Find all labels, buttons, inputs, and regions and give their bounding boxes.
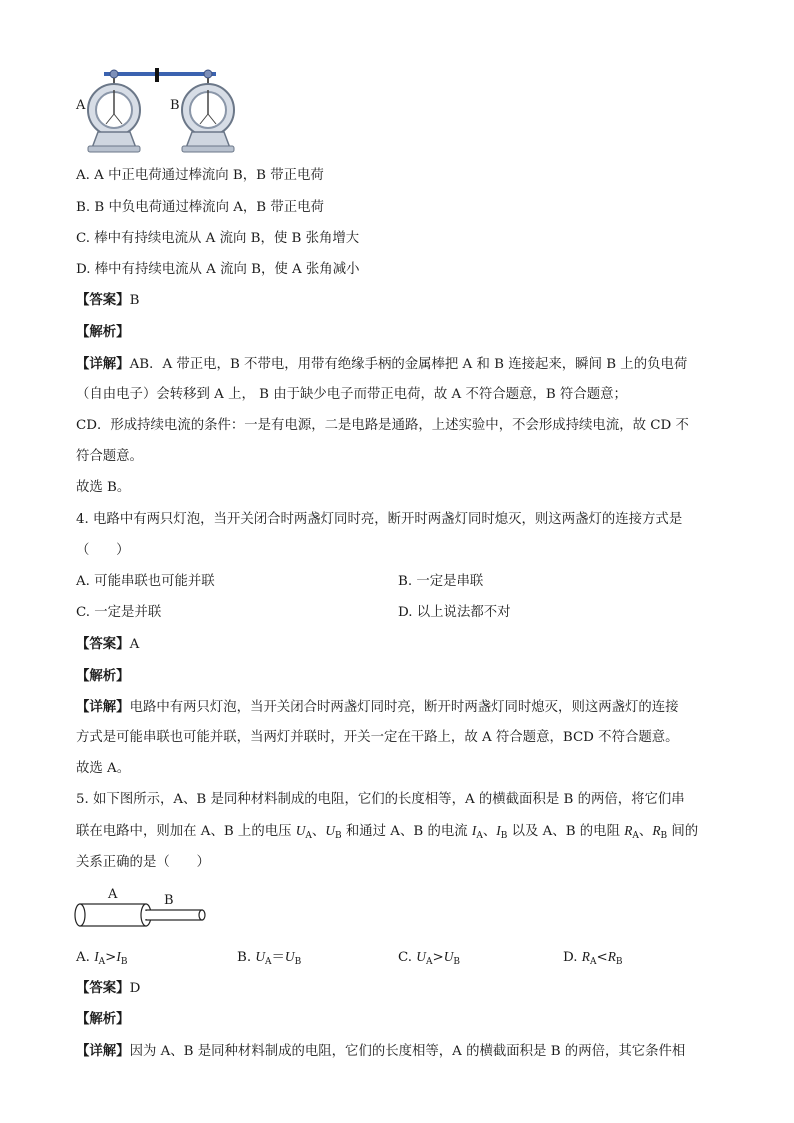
q3-option-a: A. A 中正电荷通过棒流向 B，B 带正电荷	[76, 168, 324, 183]
option-prefix: D.	[563, 950, 582, 965]
var-i: I	[471, 823, 477, 838]
detail-tag: 【详解】	[76, 699, 130, 715]
electroscope-drawing	[70, 62, 250, 162]
option-prefix: A.	[76, 950, 95, 965]
sub: A	[98, 957, 106, 967]
stem-text: 联在电路中，则加在 A、B 上的电压	[76, 824, 296, 839]
var-r: R	[652, 823, 661, 838]
electroscope-figure	[70, 62, 250, 162]
q4-detail-line-2: 方式是可能串联也可能并联，当两灯并联时，开关一定在干路上，故 A 符合题意，BCD 不符合题意。	[76, 730, 679, 745]
var: U	[443, 949, 454, 964]
q4-analysis-tag: 【解析】	[76, 668, 130, 684]
q4-detail-line-1	[76, 697, 679, 718]
stem-text: 、	[638, 824, 653, 839]
resistor-label-b: B	[164, 893, 174, 908]
sub-a: A	[632, 831, 639, 841]
q3-detail-line-3: CD．形成持续电流的条件：一是有电源，二是电路是通路，上述实验中，不会形成持续电流，故 CD 不	[76, 418, 689, 433]
option-prefix: C.	[398, 950, 417, 965]
stem-text: 和通过 A、B 的电流	[341, 824, 472, 839]
figure-label-b: B	[170, 98, 180, 113]
q4-answer	[76, 634, 139, 655]
detail-text: 因为 A、B 是同种材料制成的电阻，它们的长度相等，A 的横截面积是 B 的两倍，其它条件相	[129, 1044, 686, 1059]
sub: B	[120, 957, 128, 967]
operator: >	[432, 950, 444, 965]
q3-analysis-tag: 【解析】	[76, 324, 130, 340]
var-i: I	[496, 823, 501, 838]
q3-detail-line-1	[76, 354, 687, 375]
answer-value: D	[129, 981, 141, 996]
q3-detail-line-4: 符合题意。	[76, 449, 143, 464]
q5-detail-line-1	[76, 1041, 685, 1062]
answer-tag: 【答案】	[76, 636, 130, 652]
q5-answer	[76, 978, 140, 999]
q5-option-d	[563, 947, 623, 972]
sub: A	[425, 957, 433, 967]
q4-option-b: B. 一定是串联	[398, 574, 484, 589]
detail-tag: 【详解】	[76, 1043, 130, 1059]
var: R	[607, 949, 616, 964]
var: R	[581, 949, 590, 964]
detail-text: 电路中有两只灯泡，当开关闭合时两盏灯同时亮，断开时两盏灯同时熄灭，则这两盏灯的连接	[129, 700, 679, 715]
detail-tag: 【详解】	[76, 356, 130, 372]
operator: <	[596, 950, 608, 965]
var: U	[416, 949, 426, 964]
resistor-a	[75, 904, 151, 926]
q5-stem-line-2	[76, 821, 698, 846]
sub: A	[265, 957, 272, 967]
q3-option-b: B. B 中负电荷通过棒流向 A，B 带正电荷	[76, 200, 324, 215]
stem-text: 间的	[667, 824, 699, 839]
q5-option-b	[237, 947, 301, 972]
q4-stem-line-2: （ ）	[76, 543, 130, 558]
q3-option-d: D. 棒中有持续电流从 A 流向 B，使 A 张角减小	[76, 262, 360, 277]
insulating-handle	[155, 68, 159, 82]
q4-option-a: A. 可能串联也可能并联	[76, 574, 215, 589]
sub-b: B	[334, 831, 342, 841]
stem-text: 、	[482, 824, 497, 839]
sub: B	[453, 957, 460, 967]
electroscope-b	[182, 78, 234, 152]
q3-detail-line-5: 故选 B。	[76, 480, 131, 495]
resistor-drawing	[72, 884, 212, 934]
var: I	[116, 949, 121, 964]
operator: >	[105, 950, 117, 965]
sub-a: A	[476, 831, 483, 841]
var: U	[284, 949, 295, 964]
q3-detail-line-2: （自由电子）会转移到 A 上， B 由于缺少电子而带正电荷，故 A 不符合题意，B 符合题意；	[76, 387, 627, 402]
q5-analysis-tag: 【解析】	[76, 1011, 130, 1027]
var: U	[255, 949, 266, 964]
q3-answer	[76, 290, 139, 311]
operator: ＝	[271, 950, 285, 965]
q3-option-c: C. 棒中有持续电流从 A 流向 B，使 B 张角增大	[76, 231, 360, 246]
q5-option-a	[76, 947, 127, 972]
var-u: U	[295, 823, 306, 838]
sub: B	[615, 957, 623, 967]
resistor-figure	[72, 884, 212, 934]
q5-stem-line-1: 5. 如下图所示，A、B 是同种材料制成的电阻，它们的长度相等，A 的横截面积是 B 的两倍，将它们串	[76, 792, 685, 807]
resistor-b	[145, 910, 205, 920]
var: I	[94, 949, 99, 964]
q5-option-c	[398, 947, 460, 972]
q4-detail-line-3: 故选 A。	[76, 761, 131, 776]
figure-label-a: A	[76, 98, 86, 113]
sub: A	[589, 957, 597, 967]
electroscope-a	[88, 78, 140, 152]
answer-value: A	[129, 637, 140, 652]
answer-value: B	[129, 293, 140, 308]
q4-stem-line-1: 4. 电路中有两只灯泡，当开关闭合时两盏灯同时亮，断开时两盏灯同时熄灭，则这两盏灯的连接方式是	[76, 512, 683, 527]
stem-text: 以及 A、B 的电阻	[507, 824, 625, 839]
var-r: R	[624, 823, 633, 838]
sub-a: A	[305, 831, 312, 841]
var-u: U	[325, 823, 335, 838]
sub-b: B	[660, 831, 668, 841]
q4-option-c: C. 一定是并联	[76, 605, 162, 620]
answer-tag: 【答案】	[76, 980, 130, 996]
q5-stem-line-3: 关系正确的是（ ）	[76, 855, 210, 870]
stem-text: 、	[311, 824, 326, 839]
answer-tag: 【答案】	[76, 292, 130, 308]
q4-option-d: D. 以上说法都不对	[398, 605, 511, 620]
detail-text: AB．A 带正电，B 不带电，用带有绝缘手柄的金属棒把 A 和 B 连接起来，瞬间 B 上的负电荷	[129, 357, 688, 372]
sub: B	[294, 957, 302, 967]
resistor-label-a: A	[108, 887, 118, 902]
option-prefix: B.	[237, 950, 256, 965]
sub-b: B	[500, 831, 508, 841]
